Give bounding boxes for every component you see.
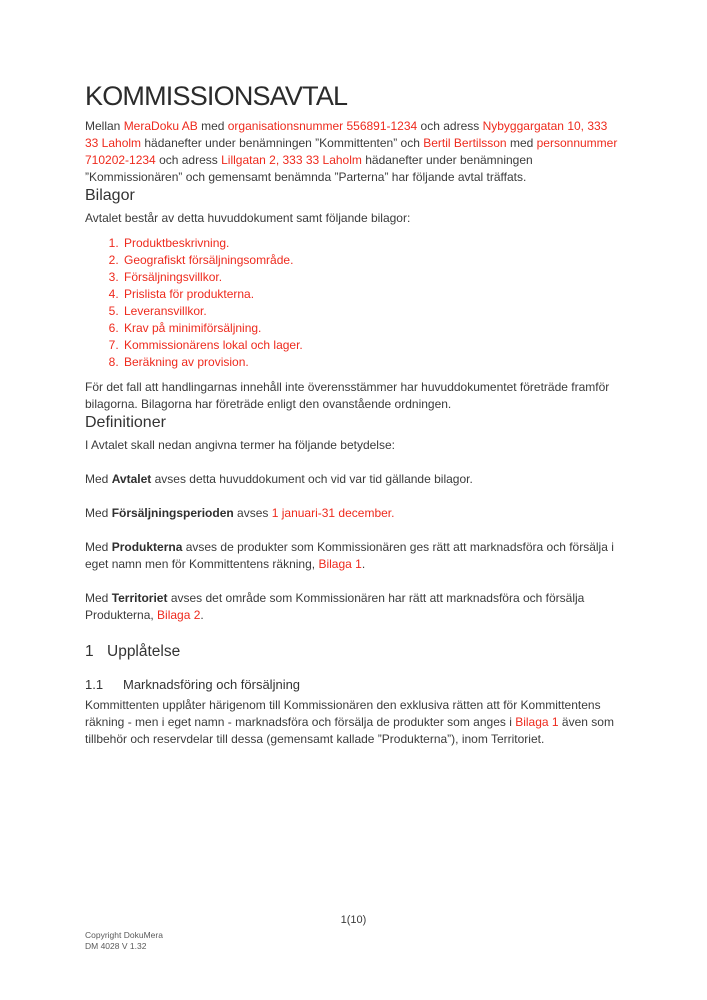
list-item: 4. Prislista för produkterna. <box>122 286 620 303</box>
definition-avtalet: Med Avtalet avses detta huvuddokument och vid var tid gällande bilagor. <box>85 472 473 486</box>
list-item: 5. Leveransvillkor. <box>122 303 620 320</box>
list-item: 1. Produktbeskrivning. <box>122 235 620 252</box>
subsection-number: 1.1 <box>85 677 104 692</box>
definition-produkterna: Med Produkterna avses de produkter som Kommissionären ges rätt att marknadsföra och försälja i eget namn men för Kommittentens räkning, Bilaga 1. <box>85 540 614 571</box>
page-number: 1(10) <box>340 914 367 926</box>
list-item: 8. Beräkning av provision. <box>122 354 620 371</box>
section-1-1-body: Kommittenten upplåter härigenom till Kommissionären den exklusiva rätten att för Kommittentens räkning - men i eget namn - marknadsföra och försälja de produkter som anges i Bilaga 1 även som tillbehör och reservdelar till dessa (gemensamt kallade ”Produkterna”), inom Territoriet. <box>85 698 614 746</box>
list-item: 3. Försäljningsvillkor. <box>122 269 620 286</box>
copyright-line-1: Copyright DokuMera <box>85 930 163 940</box>
list-item: 6. Krav på minimiförsäljning. <box>122 320 620 337</box>
bilagor-lead: Avtalet består av detta huvuddokument samt följande bilagor: <box>85 211 411 225</box>
copyright-line-2: DM 4028 V 1.32 <box>85 941 147 951</box>
definition-territoriet: Med Territoriet avses det område som Kommissionären har rätt att marknadsföra och försälja Produkterna, Bilaga 2. <box>85 591 585 622</box>
intro-paragraph: Mellan MeraDoku AB med organisationsnummer 556891-1234 och adress Nybyggargatan 10, 333 33 Laholm hädanefter under benämningen ”Kommittenten” och Bertil Bertilsson med personnummer 710202-1234 och adress Lillgatan 2, 333 33 Laholm hädanefter under benämningen ”Kommissionären” och gemensamt benämnda ”Parterna” har följande avtal träffats. <box>85 119 618 184</box>
list-item: 2. Geografiskt försäljningsområde. <box>122 252 620 269</box>
document-title: KOMMISSIONSAVTAL <box>85 81 348 111</box>
definition-forsaljningsperioden: Med Försäljningsperioden avses 1 januari-31 december. <box>85 506 395 520</box>
section-1-heading <box>85 642 620 662</box>
bilagor-heading: Bilagor <box>85 187 135 204</box>
definitioner-lead: I Avtalet skall nedan angivna termer ha följande betydelse: <box>85 438 395 452</box>
bilagor-note: För det fall att handlingarnas innehåll inte överensstämmer har huvuddokumentet företräde framför bilagorna. Bilagorna har företräde enligt den ovanstående ordningen. <box>85 380 610 411</box>
section-1-1-heading <box>85 676 620 693</box>
section-number: 1 <box>85 643 94 660</box>
list-item: 7. Kommissionärens lokal och lager. <box>122 337 620 354</box>
subsection-title: Marknadsföring och försäljning <box>123 677 301 692</box>
copyright-notice <box>85 930 163 952</box>
section-title: Upplåtelse <box>107 643 181 660</box>
definitioner-heading: Definitioner <box>85 414 166 431</box>
bilagor-list <box>85 235 620 371</box>
